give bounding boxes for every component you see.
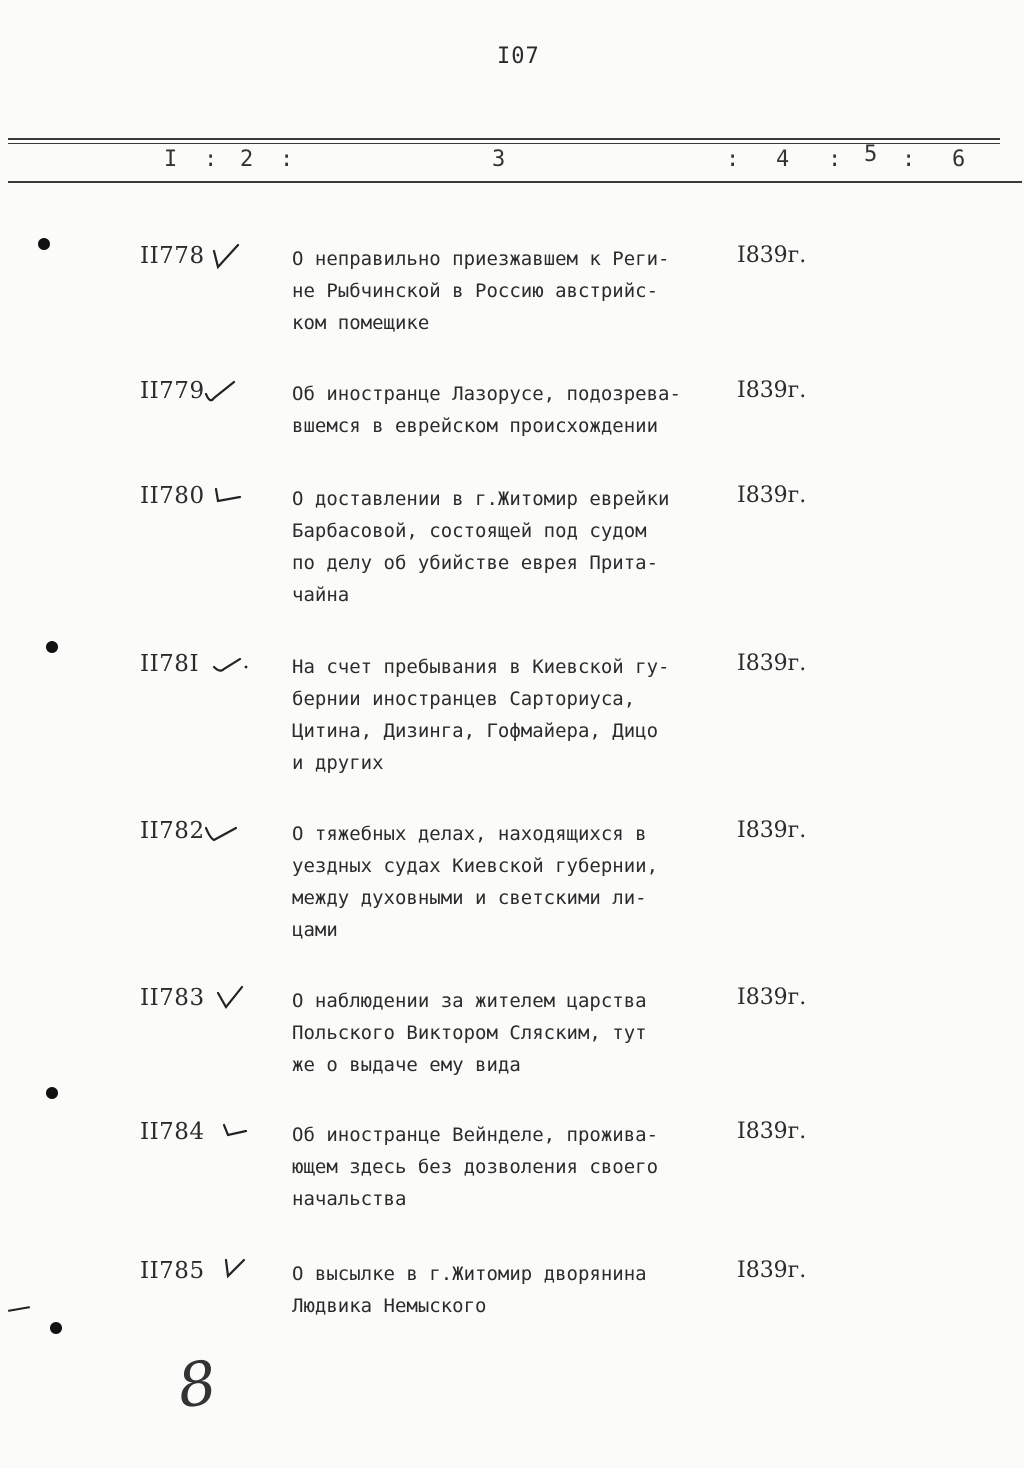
check-mark-icon bbox=[210, 645, 250, 685]
description-line: ющем здесь без дозволения своего bbox=[292, 1156, 659, 1178]
description-line: же о выдаче ему вида bbox=[292, 1054, 521, 1076]
description-line: О тяжебных делах, находящихся в bbox=[292, 823, 647, 845]
entry-year: I839г. bbox=[737, 243, 807, 268]
description-line: начальства bbox=[292, 1188, 407, 1210]
description-line: уездных судах Киевской губернии, bbox=[292, 855, 659, 877]
check-mark-icon bbox=[202, 812, 242, 852]
entry-description bbox=[292, 985, 722, 1081]
entry-number: II782 bbox=[140, 818, 205, 844]
entry-year: I839г. bbox=[737, 378, 807, 403]
check-mark-icon bbox=[202, 372, 242, 412]
entry-number: II78I bbox=[140, 651, 200, 677]
column-header-1: I bbox=[164, 147, 178, 172]
entry-description bbox=[292, 651, 722, 779]
entry-number: II780 bbox=[140, 483, 205, 509]
column-header-2: 2 bbox=[240, 147, 254, 172]
entry-number: II785 bbox=[140, 1258, 205, 1284]
entry-year: I839г. bbox=[737, 818, 807, 843]
column-separator: : bbox=[726, 147, 740, 172]
entry-description bbox=[292, 1258, 722, 1322]
entry-description bbox=[292, 378, 722, 442]
entry-description bbox=[292, 1119, 722, 1215]
entry-year: I839г. bbox=[737, 1258, 807, 1283]
description-line: цами bbox=[292, 919, 338, 941]
description-line: Об иностранце Лазорусе, подозрева- bbox=[292, 383, 681, 405]
entry-description bbox=[292, 243, 722, 339]
page-number: I07 bbox=[497, 44, 540, 69]
binder-hole-mark bbox=[50, 1322, 62, 1334]
column-separator: : bbox=[280, 147, 294, 172]
entry-year: I839г. bbox=[737, 483, 807, 508]
margin-mark bbox=[8, 1306, 30, 1312]
description-line: Об иностранце Вейнделе, прожива- bbox=[292, 1124, 659, 1146]
column-header-3: 3 bbox=[492, 147, 506, 172]
description-line: бернии иностранцев Сарториуса, bbox=[292, 688, 636, 710]
description-line: не Рыбчинской в Россию австрийс- bbox=[292, 280, 659, 302]
column-header-5: 5 bbox=[864, 142, 878, 167]
binder-hole-mark bbox=[46, 641, 58, 653]
header-bottom-rule bbox=[8, 181, 1022, 183]
check-mark-icon bbox=[218, 1113, 258, 1153]
description-line: ком помещике bbox=[292, 312, 430, 334]
column-separator: : bbox=[902, 147, 916, 172]
entry-number: II783 bbox=[140, 985, 205, 1011]
entry-description bbox=[292, 818, 722, 946]
binder-hole-mark bbox=[46, 1087, 58, 1099]
entry-description bbox=[292, 483, 722, 611]
description-line: и других bbox=[292, 752, 384, 774]
description-line: На счет пребывания в Киевской гу- bbox=[292, 656, 670, 678]
header-top-rule bbox=[8, 138, 1000, 140]
description-line: Людвика Немыского bbox=[292, 1295, 487, 1317]
column-separator: : bbox=[204, 147, 218, 172]
entry-year: I839г. bbox=[737, 985, 807, 1010]
check-mark-icon bbox=[208, 237, 248, 277]
check-mark-icon bbox=[220, 1252, 260, 1292]
description-line: О неправильно приезжавшем к Реги- bbox=[292, 248, 670, 270]
description-line: вшемся в еврейском происхождении bbox=[292, 415, 659, 437]
description-line: О наблюдении за жителем царства bbox=[292, 990, 647, 1012]
check-mark-icon bbox=[212, 477, 252, 517]
binder-hole-mark bbox=[38, 238, 50, 250]
header-top-rule-thin bbox=[8, 143, 1000, 144]
entry-year: I839г. bbox=[737, 651, 807, 676]
description-line: О доставлении в г.Житомир еврейки bbox=[292, 488, 670, 510]
entry-number: II784 bbox=[140, 1119, 205, 1145]
column-separator: : bbox=[828, 147, 842, 172]
handwritten-note: 8 bbox=[173, 1347, 221, 1423]
entry-number: II779 bbox=[140, 378, 205, 404]
check-mark-icon bbox=[212, 979, 252, 1019]
description-line: между духовными и светскими ли- bbox=[292, 887, 647, 909]
description-line: Польского Виктором Сляским, тут bbox=[292, 1022, 647, 1044]
entry-year: I839г. bbox=[737, 1119, 807, 1144]
description-line: Цитина, Дизинга, Гофмайера, Дицо bbox=[292, 720, 659, 742]
description-line: Барбасовой, состоящей под судом bbox=[292, 520, 647, 542]
description-line: О высылке в г.Житомир дворянина bbox=[292, 1263, 647, 1285]
entry-number: II778 bbox=[140, 243, 205, 269]
description-line: по делу об убийстве еврея Прита- bbox=[292, 552, 659, 574]
column-header-4: 4 bbox=[776, 147, 790, 172]
column-header-6: 6 bbox=[952, 147, 966, 172]
description-line: чайна bbox=[292, 584, 350, 606]
